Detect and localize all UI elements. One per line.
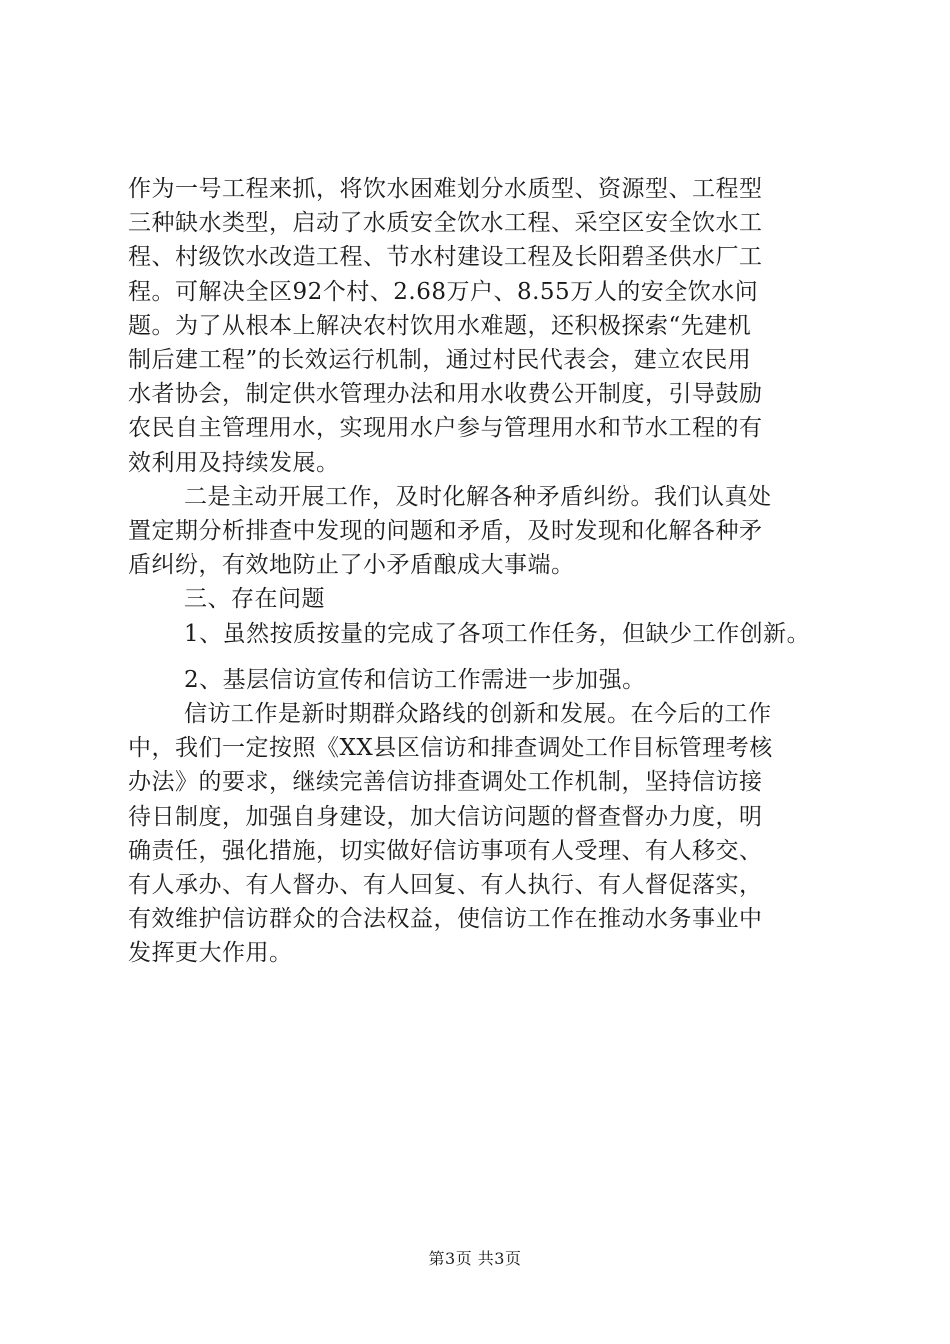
text-line: 三种缺水类型，启动了水质安全饮水工程、采空区安全饮水工 [128, 210, 763, 237]
text-line: 有效维护信访群众的合法权益，使信访工作在推动水务事业中 [128, 906, 763, 933]
paragraph-drinking-water [128, 172, 858, 480]
document-body [128, 172, 858, 971]
text-line: 有人承办、有人督办、有人回复、有人执行、有人督促落实， [128, 872, 763, 899]
text-line: 确责任，强化措施，切实做好信访事项有人受理、有人移交、 [128, 837, 763, 864]
text-line: 盾纠纷，有效地防止了小矛盾酿成大事端。 [128, 552, 575, 579]
text-line: 三、存在问题 [184, 586, 325, 613]
text-line: 水者协会，制定供水管理办法和用水收费公开制度，引导鼓励 [128, 381, 763, 408]
text-line: 待日制度，加强自身建设，加大信访问题的督查督办力度，明 [128, 803, 763, 830]
text-line: 效利用及持续发展。 [128, 449, 340, 476]
text-line: 题。为了从根本上解决农村饮用水难题，还积极探索“先建机 [128, 312, 752, 339]
text-line: 作为一号工程来抓，将饮水困难划分水质型、资源型、工程型 [128, 176, 763, 202]
text-line: 制后建工程”的长效运行机制，通过村民代表会，建立农民用 [128, 347, 752, 374]
text-line: 置定期分析排查中发现的问题和矛盾，及时发现和化解各种矛 [128, 518, 763, 545]
text-line: 二是主动开展工作，及时化解各种矛盾纠纷。我们认真处 [184, 483, 772, 510]
text-line: 中，我们一定按照《XX县区信访和排查调处工作目标管理考核 [128, 735, 773, 762]
text-line: 信访工作是新时期群众路线的创新和发展。在今后的工作 [184, 701, 772, 728]
text-line: 发挥更大作用。 [128, 940, 293, 967]
text-line: 农民自主管理用水，实现用水户参与管理用水和节水工程的有 [128, 415, 763, 442]
text-line: 2、基层信访宣传和信访工作需进一步加强。 [184, 666, 646, 693]
paragraph-future-work [128, 697, 858, 971]
problem-item-1 [128, 617, 858, 651]
problem-item-2 [128, 663, 858, 697]
text-line: 1、虽然按质按量的完成了各项工作任务，但缺少工作创新。 [184, 620, 811, 647]
paragraph-conflict-resolution [128, 480, 858, 583]
text-line: 程、村级饮水改造工程、节水村建设工程及长阳碧圣供水厂工 [128, 244, 763, 271]
page-number-footer: 第3页 共3页 [428, 1249, 522, 1268]
text-line: 程。可解决全区92个村、2.68万户、8.55万人的安全饮水问 [128, 278, 759, 305]
text-line: 办法》的要求，继续完善信访排查调处工作机制，坚持信访接 [128, 769, 763, 796]
section-heading-problems [128, 582, 858, 616]
